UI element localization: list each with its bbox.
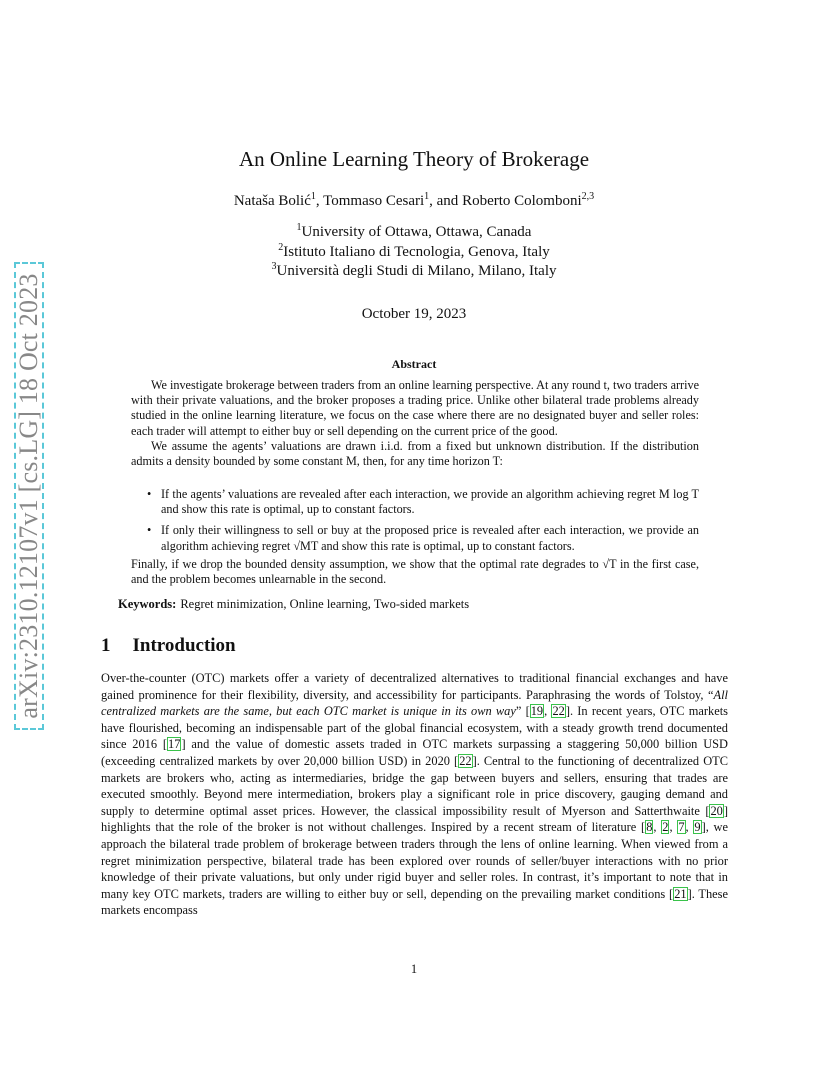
author-name: Roberto Colomboni (462, 193, 582, 209)
abstract-heading: Abstract (391, 357, 437, 371)
abstract-paragraph: Finally, if we drop the bounded density assumption, we show that the optimal rate degrades to √T in the first case, and the problem becomes unlearnable in the second. (131, 557, 699, 587)
affiliation-text: Università degli Studi di Milano, Milano, Italy (276, 263, 557, 279)
author-separator: , and (429, 193, 463, 209)
affiliation-mark: 2 (278, 242, 284, 253)
tolstoy-quote: All centralized markets are the same, but each OTC market is unique in its own way (101, 687, 728, 719)
body-text: ], we approach the bilateral trade problem of brokerage between traders through the lens of online learning. When viewed from a regret minimization perspective, bilateral trade has been explored over rounds of seller/buyer interactions with no prior knowledge of their private valuations, but only under rigid buyer and seller roles. In contrast, it’s important to note that in many key OTC markets, traders are willing to either buy or sell, depending on the prevailing market conditions [ (101, 820, 729, 901)
keywords-text: Regret minimization, Online learning, Two-sided markets (180, 597, 470, 611)
section-number: 1 (101, 635, 111, 656)
affiliation-text: University of Ottawa, Ottawa, Canada (301, 224, 532, 240)
body-text: ]. These markets encompass (101, 886, 729, 918)
affiliation (0, 263, 828, 280)
body-text: ] and the value of domestic assets traded in OTC markets surpassing a staggering 50,000 billion USD (exceeding centralized markets by over 20,000 billion USD) in 2020 [ (101, 737, 729, 768)
author-separator: , (315, 193, 324, 209)
citation-link[interactable]: 9 (694, 820, 701, 835)
arxiv-identifier[interactable]: arXiv:2310.12107v1 [cs.LG] 18 Oct 2023 (14, 273, 43, 719)
page-number: 1 (410, 962, 418, 976)
abstract-body (131, 557, 699, 587)
paper-title: An Online Learning Theory of Brokerage (238, 147, 590, 171)
arxiv-stamp[interactable] (14, 262, 48, 732)
citation-link[interactable]: 20 (710, 803, 723, 818)
list-item-text: If the agents’ valuations are revealed after each interaction, we provide an algorithm achieving regret M log T and show this rate is optimal, up to constant factors. (161, 487, 699, 517)
body-text: ]. Central to the functioning of decentralized OTC markets are brokers who, acting as intermediaries, bridge the gap between buyers and sellers, ensuring that trades are executed smoothly. Beyond mere intermediation, brokers play a significant role in price discovery, gauging demand and supply to determine optimal asset prices. However, the classical impossibility result of Myerson and Satterthwaite [ (101, 753, 728, 818)
body-text: ” [ (515, 704, 530, 719)
affiliation (0, 244, 828, 261)
abstract-bullet-list (131, 487, 699, 560)
body-text: ]. In recent years, OTC markets have flourished, becoming an indispensable part of the global financial ecosystem, with a steady growth trend documented since 2016 [ (101, 704, 728, 752)
author-affiliation-mark: 1 (310, 191, 316, 202)
keywords-label: Keywords: (118, 597, 177, 611)
author-list (0, 193, 828, 210)
affiliation-text: Istituto Italiano di Tecnologia, Genova, Italy (283, 244, 550, 260)
author-name: Nataša Bolić (233, 193, 311, 209)
section-heading (101, 635, 236, 657)
body-paragraph: Over-the-counter (OTC) markets offer a variety of decentralized alternatives to traditional financial exchanges and have gained prominence for their flexibility, diversity, and accessibility for participants. Paraphrasing the words of Tolstoy, “All centralized markets are the same, but each OTC market is unique in its own way” [19, 22]. In recent years, OTC markets have flourished, becoming an indispensable part of the global financial ecosystem, with a steady growth trend documented since 2016 [17] and the value of domestic assets traded in OTC markets surpassing a staggering 50,000 billion USD (exceeding centralized markets by over 20,000 billion USD) in 2020 [22]. Central to the functioning of decentralized OTC markets are brokers who, acting as intermediaries, bridge the gap between buyers and sellers, ensuring that trades are executed smoothly. Beyond mere intermediation, brokers play a significant role in price discovery, gauging demand and supply to determine optimal asset prices. However, the classical impossibility result of Myerson and Satterthwaite [20] highlights that the role of the broker is not without challenges. Inspired by a recent stream of literature [8, 2, 7, 9], we approach the bilateral trade problem of brokerage between traders through the lens of online learning. When viewed from a regret minimization perspective, bilateral trade has been explored over rounds of seller/buyer interactions with no prior knowledge of their private valuations, but only under rigid buyer and seller roles. In contrast, it’s important to note that in many key OTC markets, traders are willing to either buy or sell, depending on the prevailing market conditions [21]. These markets encompass (101, 671, 729, 918)
affiliation (0, 224, 828, 241)
body-text: ] highlights that the role of the broker is not without challenges. Inspired by a recent stream of literature [ (101, 803, 728, 835)
keywords (118, 597, 718, 612)
section-title: Introduction (132, 635, 236, 656)
citation-link[interactable]: 22 (459, 753, 472, 768)
author-name: Tommaso Cesari (323, 193, 425, 209)
author-affiliation-mark: 2,3 (581, 191, 595, 202)
affiliation-mark: 3 (271, 261, 277, 272)
bullet-icon: • (147, 523, 152, 538)
citation-link[interactable]: 22 (552, 704, 565, 719)
citation-link[interactable]: 21 (674, 886, 687, 901)
citation-link[interactable]: 7 (678, 820, 685, 835)
affiliation-mark: 1 (296, 222, 302, 233)
citation-link[interactable]: 2 (662, 820, 669, 835)
abstract-paragraph: We assume the agents’ valuations are drawn i.i.d. from a fixed but unknown distribution. If the distribution admits a density bounded by some constant M, then, for any time horizon T: (131, 438, 699, 469)
list-item-text: If only their willingness to sell or buy at the proposed price is revealed after each interaction, we provide an algorithm achieving regret √MT and show this rate is optimal, up to constant factors. (161, 523, 699, 553)
citation-link[interactable]: 8 (646, 820, 653, 835)
list-item (131, 487, 699, 517)
citation-link[interactable]: 17 (168, 737, 181, 752)
abstract-paragraph: We investigate brokerage between traders from an online learning perspective. At any round t, two traders arrive with their private valuations, and the broker proposes a trading price. Unlike other bilateral trade problems already studied in the online learning literature, we focus on the case where there are no designated buyer and seller roles: each trader will attempt to either buy or sell depending on the current price of the good. (131, 378, 699, 438)
abstract-body (131, 378, 699, 469)
paper-date: October 19, 2023 (361, 306, 467, 322)
author-affiliation-mark: 1 (424, 191, 430, 202)
list-item (131, 523, 699, 553)
bullet-icon: • (147, 487, 152, 501)
citation-link[interactable]: 19 (530, 704, 544, 719)
body-text: Over-the-counter (OTC) markets offer a variety of decentralized alternatives to traditional financial exchanges and have gained prominence for their flexibility, diversity, and accessibility for participants. Paraphrasing the words of Tolstoy, “ (101, 671, 728, 702)
